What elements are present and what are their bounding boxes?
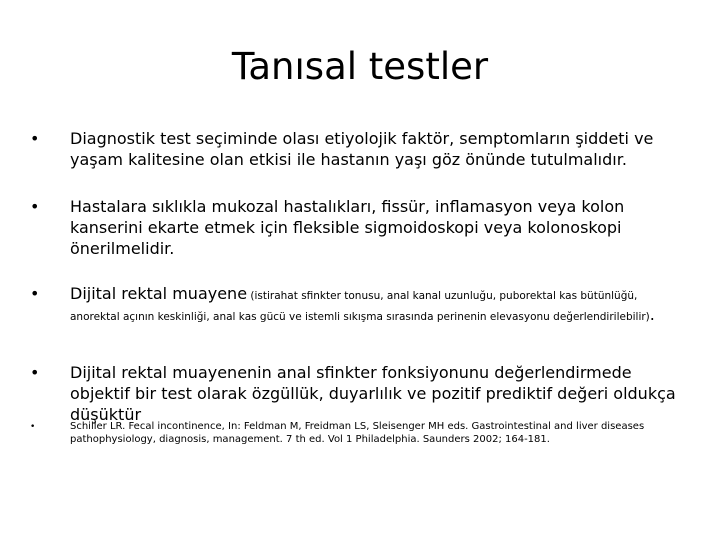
bullet-text: Dijital rektal muayenenin anal sfinkter fonksiyonunu değerlendirmede objektif bir test olarak özgüllük, duyarlılık ve pozitif prediktif değeri oldukça düşüktür <box>70 363 676 424</box>
bullet-text-detail: (istirahat sfinkter tonusu, anal kanal uzunluğu, puborektal kas bütünlüğü, anorektal açının keskinliği, anal kas gücü ve istemli sıkışma sırasında perinenin elevasyonu değerlendirilebilir) <box>70 290 650 323</box>
bullet-dot: • <box>30 363 40 382</box>
bullet-item <box>30 362 680 425</box>
bullet-dot: • <box>30 129 40 148</box>
bullet-dot: • <box>30 422 36 432</box>
bullet-text <box>70 283 680 325</box>
bullet-item <box>30 196 680 259</box>
bullet-text: Hastalara sıklıkla mukozal hastalıkları, fissür, inflamasyon veya kolon kanserini ekarte etmek için fleksible sigmoidoskopi veya kolonoskopi önerilmelidir. <box>70 197 625 258</box>
bullet-dot: • <box>30 284 40 303</box>
bullet-dot: • <box>30 197 40 216</box>
bullet-item <box>30 128 680 170</box>
bullet-item <box>30 283 680 325</box>
reference-text: Schiller LR. Fecal incontinence, In: Feldman M, Freidman LS, Sleisenger MH eds. Gastrointestinal and liver diseases pathophysiology, diagnosis, management. 7 th ed. Vol 1 Philadelphia. Saunders 2002; 164-181. <box>70 421 645 445</box>
bullet-text: Diagnostik test seçiminde olası etiyolojik faktör, semptomların şiddeti ve yaşam kalitesine olan etkisi ile hastanın yaşı göz önünde tutulmalıdır. <box>70 129 654 169</box>
bullet-text-end: . <box>649 305 655 324</box>
reference-item <box>30 420 680 446</box>
bullet-text-main: Dijital rektal muayene <box>70 284 248 303</box>
slide-title: Tanısal testler <box>231 45 489 88</box>
